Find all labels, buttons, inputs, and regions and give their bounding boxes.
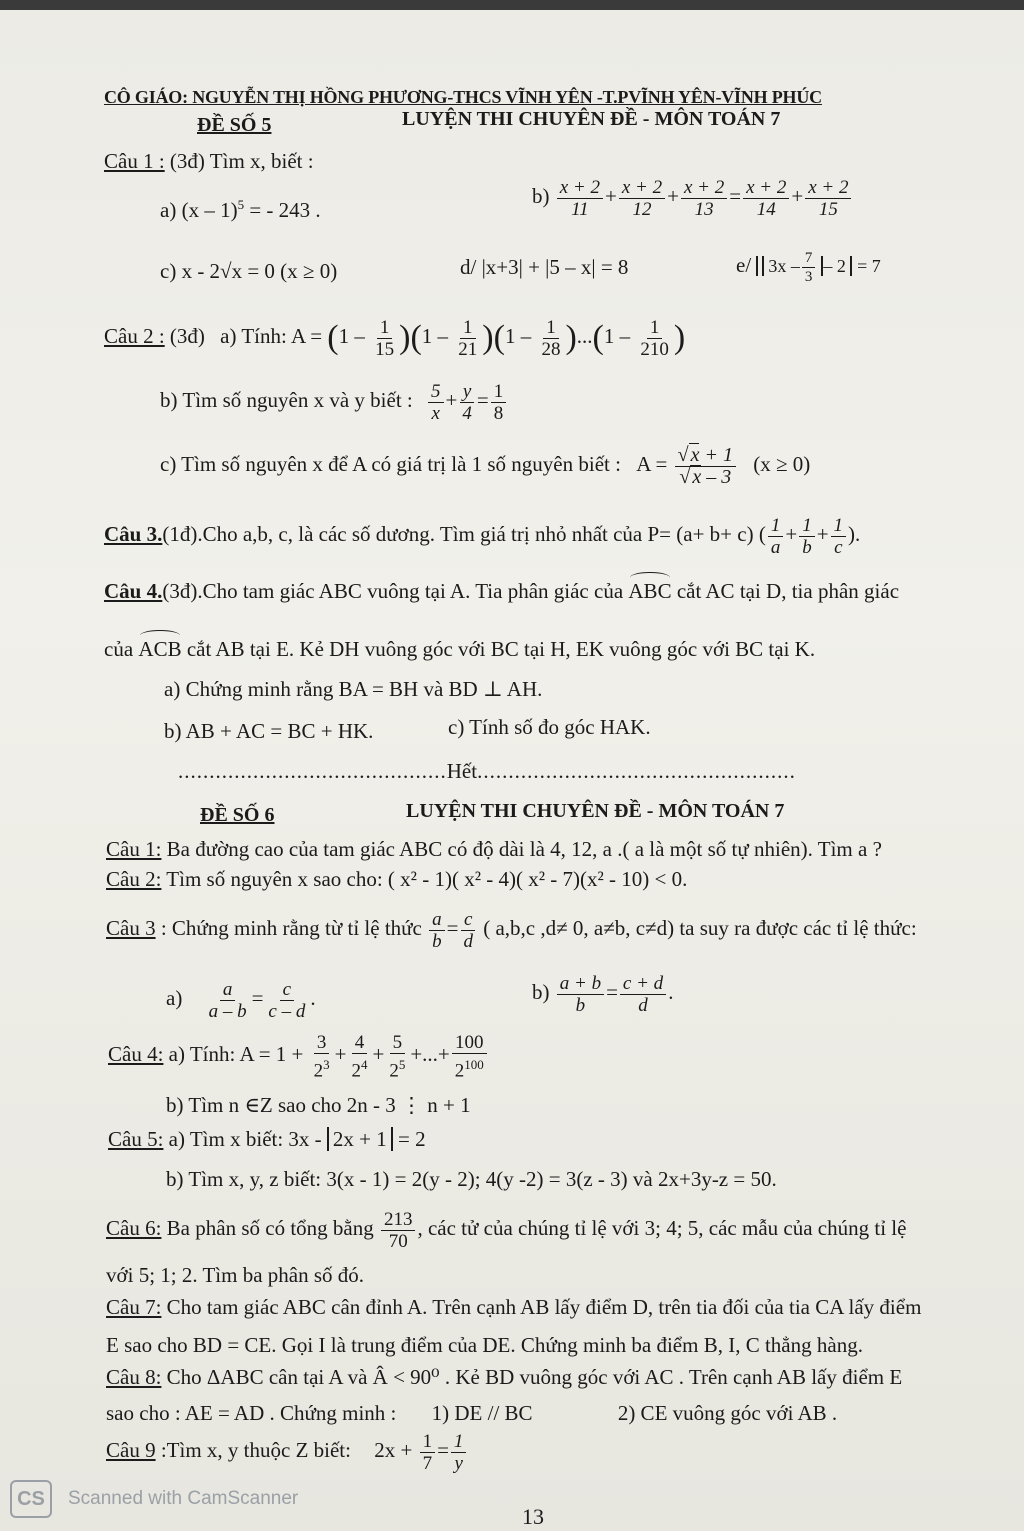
de6-cau1: Câu 1: Ba đường cao của tam giác ABC có độ dài là 4, 12, a .( a là một số tự nhiên). Tìm a ? <box>106 837 882 861</box>
teacher-header: CÔ GIÁO: NGUYỄN THỊ HỒNG PHƯƠNG-THCS VĨNH YÊN -T.PVĨNH YÊN-VĨNH PHÚC <box>104 87 822 107</box>
frac-b4: $\frac{x + 2}{14}$ <box>743 177 789 220</box>
de5-cau1-text: (3đ) Tìm x, biết : <box>169 149 314 173</box>
de5-cau4-line1: Câu 4.(3đ).Cho tam giác ABC vuông tại A. Tia phân giác của ABC cắt AC tại D, tia phân giác <box>104 579 900 603</box>
de5-title: LUYỆN THI CHUYÊN ĐỀ - MÔN TOÁN 7 <box>402 108 781 130</box>
angle-abc: ABC <box>628 579 672 603</box>
de6-cau8-line1: Câu 8: Cho ΔABC cân tại A và Â < 90⁰ . Kẻ BD vuông góc với AC . Trên cạnh AB lấy điểm E <box>106 1365 903 1389</box>
frac-b3: $\frac{x + 2}{13}$ <box>681 177 727 220</box>
de6-cau7-label: Câu 7: <box>106 1295 162 1319</box>
de6-cau4-b: b) Tìm n ∈Z sao cho 2n - 3 ⋮ n + 1 <box>166 1093 471 1117</box>
de6-cau3: Câu 3 : Chứng minh rằng từ tỉ lệ thức $\frac{a}{b}$ = $\frac{c}{d}$ ( a,b,c ,d≠ 0, a≠b, c≠d) ta suy ra được các tỉ lệ thức: <box>106 908 917 952</box>
de6-cau6-label: Câu 6: <box>106 1216 162 1240</box>
outer-abs: 3x – $\frac{7}{3}$ – 2 <box>756 256 852 276</box>
de5-cau1-c: c) x - 2√x = 0 (x ≥ 0) <box>160 259 338 283</box>
de6-cau5-b: b) Tìm x, y, z biết: 3(x - 1) = 2(y - 2); 4(y -2) = 3(z - 3) và 2x+3y-z = 50. <box>166 1167 777 1191</box>
angle-acb: ACB <box>138 637 182 661</box>
part-a-label: a) <box>160 198 177 222</box>
part-e-rhs: = 7 <box>857 256 881 276</box>
de6-cau8-label: Câu 8: <box>106 1365 162 1389</box>
de5-cau2-c-text: c) Tìm số nguyên x để A có giá trị là 1 số nguyên biết : <box>160 452 621 476</box>
part-a-exponent: 5 <box>237 197 245 212</box>
de6-title: LUYỆN THI CHUYÊN ĐỀ - MÔN TOÁN 7 <box>406 800 785 822</box>
de5-cau1-d: d/ |x+3| + |5 – x| = 8 <box>460 255 629 279</box>
frac-b1: $\frac{x + 2}{11}$ <box>557 177 603 220</box>
de5-cau4-b: b) AB + AC = BC + HK. <box>164 719 374 743</box>
de5-cau2-a: Câu 2 : (3đ) a) Tính: A = (1 – $\frac{1}{15}$ )(1 – $\frac{1}{21}$ )(1 – $\frac{1}{28}$ )...(1 – $\frac{1}{210}$ ) <box>104 316 686 360</box>
de5-cau1-b: b) $\frac{x + 2}{11}$ + $\frac{x + 2}{12}$ + $\frac{x + 2}{13}$ = $\frac{x + 2}{14}$ + $\frac{x + 2}{15}$ <box>532 166 853 226</box>
de5-cau4-c: c) Tính số đo góc HAK. <box>448 715 651 739</box>
de6-cau6-line1: Câu 6: Ba phân số có tổng bằng $\frac{213}{70}$ , các tử của chúng tỉ lệ với 3; 4; 5, các mẫu của chúng tỉ lệ <box>106 1208 907 1252</box>
de6-cau2: Câu 2: Tìm số nguyên x sao cho: ( x² - 1)( x² - 4)( x² - 7)(x² - 10) < 0. <box>106 867 688 891</box>
frac-b2: $\frac{x + 2}{12}$ <box>619 177 665 220</box>
de5-cau1-label: Câu 1 : <box>104 149 165 173</box>
page-edge <box>0 0 1024 10</box>
de5-cau2-label: Câu 2 : <box>104 324 165 348</box>
de6-cau1-label: Câu 1: <box>106 837 162 861</box>
inner-abs: 3x – $\frac{7}{3}$ <box>762 256 823 276</box>
part-a-rhs: = - 243 . <box>244 198 321 222</box>
camscanner-watermark: Scanned with CamScanner <box>68 1488 299 1509</box>
de5-cau2-c-condition: (x ≥ 0) <box>753 452 811 476</box>
page-number: 13 <box>522 1504 544 1529</box>
de6-cau8-line2: sao cho : AE = AD . Chứng minh : 1) DE // BC 2) CE vuông góc với AB . <box>106 1401 838 1425</box>
de5-cau2-b: b) Tìm số nguyên x và y biết : $\frac{5}{x}$ + $\frac{y}{4}$ = $\frac{1}{8}$ <box>160 372 508 428</box>
camscanner-logo-icon: CS <box>10 1480 52 1518</box>
de6-cau4-a: Câu 4: a) Tính: A = 1 + $\frac{3}{2^3}$ + $\frac{4}{2^4}$ + $\frac{5}{2^5}$ +...+ $\frac{100}{2^{100}}$ <box>108 1026 489 1082</box>
de6-cau5-a: Câu 5: a) Tìm x biết: 3x - 2x + 1 = 2 <box>108 1127 426 1151</box>
de5-end-line: ...........................................Hết................................................... <box>178 759 796 783</box>
part-e-label: e/ <box>736 253 752 277</box>
de6-cau4-label: Câu 4: <box>108 1042 164 1066</box>
abs-expression: 2x + 1 <box>327 1127 393 1151</box>
de6-label: ĐỀ SỐ 6 <box>200 804 275 826</box>
de5-cau2-b-text: b) Tìm số nguyên x và y biết : <box>160 388 413 412</box>
de5-cau4-a: a) Chứng minh rằng BA = BH và BD ⊥ AH. <box>164 677 543 701</box>
frac-b5: $\frac{x + 2}{15}$ <box>805 177 851 220</box>
de6-cau6-line2: với 5; 1; 2. Tìm ba phân số đó. <box>106 1263 365 1287</box>
de5-cau2-c: c) Tìm số nguyên x để A có giá trị là 1 số nguyên biết : A = $\frac{√ x + 1}{√ x - 3}$ (x ≥ 0) <box>160 443 811 488</box>
de5-cau1-intro <box>104 148 314 174</box>
de6-cau3-b: b) $\frac{a + b}{b}$ = $\frac{c + d}{d}$ . <box>532 972 674 1016</box>
de6-cau9: Câu 9 :Tìm x, y thuộc Z biết: 2x + $\frac{1}{7}$ = $\frac{1}{y}$ <box>106 1422 468 1478</box>
de6-cau7-line1: Câu 7: Cho tam giác ABC cân đỉnh A. Trên cạnh AB lấy điểm D, trên tia đối của tia CA lấy điểm <box>106 1295 922 1319</box>
de5-cau3-text: (1đ).Cho a,b, c, là các số dương. Tìm giá trị nhỏ nhất của P= (a+ b+ c) ( <box>162 522 766 546</box>
de5-label: ĐỀ SỐ 5 <box>197 114 272 136</box>
de6-cau9-label: Câu 9 <box>106 1438 156 1462</box>
de6-cau3-label: Câu 3 <box>106 916 156 940</box>
het-word: Hết <box>446 759 478 783</box>
de5-cau1-a <box>160 192 321 223</box>
part-b-label: b) <box>532 184 550 208</box>
de6-cau7-line2: E sao cho BD = CE. Gọi I là trung điểm của DE. Chứng minh ba điểm B, I, C thẳng hàng. <box>106 1333 863 1357</box>
part-a-expr: (x – 1) <box>181 198 238 222</box>
de6-cau2-label: Câu 2: <box>106 867 162 891</box>
de5-cau2-points: (3đ) <box>169 324 205 348</box>
de6-cau5-label: Câu 5: <box>108 1127 164 1151</box>
de5-cau4-line2: của ACB cắt AB tại E. Kẻ DH vuông góc với BC tại H, EK vuông góc với BC tại K. <box>104 637 816 661</box>
de5-cau3-label: Câu 3. <box>104 522 163 546</box>
de6-cau3-a: a) $\frac{a}{a - b}$ = $\frac{c}{c - d}$ . <box>166 978 316 1022</box>
de5-cau1-e <box>736 240 881 291</box>
de5-cau3: Câu 3.(1đ).Cho a,b, c, là các số dương. Tìm giá trị nhỏ nhất của P= (a+ b+ c) ( $\frac{1}{a}$ + $\frac{1}{b}$ + $\frac{1}{c}$ ). <box>104 514 861 558</box>
de5-cau4-label: Câu 4. <box>104 579 163 603</box>
de5-cau2-a-text: a) Tính: A = <box>220 324 323 348</box>
